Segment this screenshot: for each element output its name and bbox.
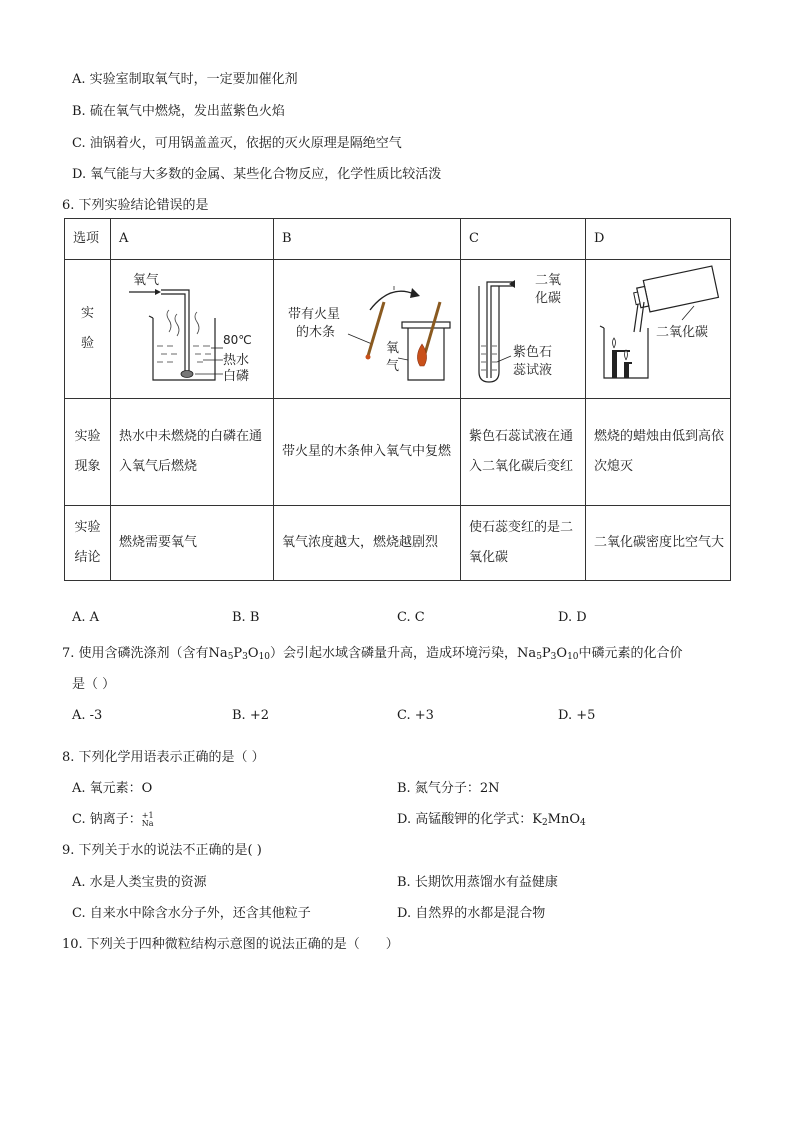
- q8-stem: 8. 下列化学用语表示正确的是（ ）: [62, 750, 265, 765]
- svg-text:气: 气: [386, 359, 400, 374]
- q6-option-c: C. C: [397, 610, 425, 625]
- svg-text:带有火星: 带有火星: [288, 307, 341, 322]
- diagram-b-cell: [274, 260, 461, 399]
- diagram-d-candles: [586, 260, 731, 386]
- svg-text:化碳: 化碳: [535, 291, 562, 306]
- svg-text:氧气: 氧气: [133, 273, 160, 288]
- q9-option-c: C. 自来水中除含水分子外，还含其他粒子: [72, 906, 311, 921]
- q6-option-a: A. A: [72, 610, 100, 625]
- q7-option-c: C. +3: [397, 708, 434, 723]
- q7-formula-2: $Na_5P_3O_{10}$: [517, 646, 579, 662]
- q8-option-c: C. 钠离子：+1 Na: [72, 810, 154, 828]
- q6-table: [64, 218, 731, 581]
- q7-option-a: A. -3: [72, 708, 103, 723]
- q9-stem: 9. 下列关于水的说法不正确的是( ): [62, 843, 262, 858]
- phenomenon-c: 紫色石蕊试液在通入二氧化碳后变红: [461, 399, 586, 506]
- q7-option-b: B. +2: [232, 708, 269, 723]
- svg-text:热水: 热水: [223, 353, 250, 368]
- q6-option-d: D. D: [558, 610, 587, 625]
- q9-option-d: D. 自然界的水都是混合物: [397, 906, 546, 921]
- q6-table-experiment-row: [65, 260, 731, 399]
- q6-header-c: C: [461, 219, 586, 260]
- svg-text:二氧: 二氧: [535, 273, 562, 288]
- svg-text:氧: 氧: [386, 341, 400, 356]
- diagram-c-litmus-test: [461, 260, 586, 386]
- conclusion-a: 燃烧需要氧气: [111, 506, 274, 581]
- diagram-b-glowing-splint: [274, 260, 461, 386]
- q5-option-c: C. 油锅着火，可用锅盖盖灭，依据的灭火原理是隔绝空气: [72, 136, 402, 151]
- q7-option-d: D. +5: [558, 708, 596, 723]
- q6-header-a: A: [111, 219, 274, 260]
- q6-table-header-row: [65, 219, 731, 260]
- svg-text:白磷: 白磷: [223, 369, 250, 384]
- q6-header-d: D: [586, 219, 731, 260]
- q7-stem-line2: 是（ ）: [72, 677, 116, 692]
- conclusion-b: 氧气浓度越大，燃烧越剧烈: [274, 506, 461, 581]
- svg-text:蕊试液: 蕊试液: [513, 363, 553, 378]
- q6-row-label-conclusion: 实验 结论: [65, 506, 111, 581]
- phenomenon-b: 带火星的木条伸入氧气中复燃: [274, 399, 461, 506]
- q6-stem: 6. 下列实验结论错误的是: [62, 198, 209, 213]
- phenomenon-d: 燃烧的蜡烛由低到高依次熄灭: [586, 399, 731, 506]
- q6-header-option: 选项: [65, 219, 111, 260]
- diagram-d-cell: [586, 260, 731, 399]
- q6-header-b: B: [274, 219, 461, 260]
- q6-row-label-phenomenon: 实验 现象: [65, 399, 111, 506]
- q6-row-label-experiment: 实 验: [65, 260, 111, 399]
- phenomenon-a: 热水中未燃烧的白磷在通入氧气后燃烧: [111, 399, 274, 506]
- q5-option-b: B. 硫在氧气中燃烧，发出蓝紫色火焰: [72, 104, 285, 119]
- q5-option-d: D. 氧气能与大多数的金属、某些化合物反应，化学性质比较活泼: [72, 167, 442, 182]
- q9-option-b: B. 长期饮用蒸馏水有益健康: [397, 875, 558, 890]
- q7-stem-line1: 7. 使用含磷洗涤剂（含有$Na_5P_3O_{10}$）会引起水域含磷量升高，造成环境污染，$Na_5P_3O_{10}$中磷元素的化合价: [62, 646, 683, 662]
- svg-text:紫色石: 紫色石: [513, 345, 553, 360]
- q6-table-phenomenon-row: [65, 399, 731, 506]
- sodium-ion-notation: +1 Na: [141, 810, 154, 828]
- diagram-a-cell: [111, 260, 274, 399]
- q6-table-conclusion-row: [65, 506, 731, 581]
- svg-text:二氧化碳: 二氧化碳: [656, 325, 709, 340]
- q6-option-b: B. B: [232, 610, 260, 625]
- conclusion-d: 二氧化碳密度比空气大: [586, 506, 731, 581]
- q8-option-a: A. 氧元素：O: [72, 781, 153, 796]
- diagram-a-white-phosphorus: [111, 260, 274, 386]
- diagram-c-cell: [461, 260, 586, 399]
- q7-formula-1: $Na_5P_3O_{10}$: [208, 646, 271, 662]
- q8-option-b: B. 氮气分子：2N: [397, 781, 500, 796]
- svg-text:80℃: 80℃: [223, 333, 252, 347]
- q9-option-a: A. 水是人类宝贵的资源: [72, 875, 207, 890]
- q10-stem: 10. 下列关于四种微粒结构示意图的说法正确的是（ ）: [62, 937, 399, 952]
- svg-text:的木条: 的木条: [296, 325, 336, 340]
- q5-option-a: A. 实验室制取氧气时，一定要加催化剂: [72, 72, 298, 87]
- conclusion-c: 使石蕊变红的是二氧化碳: [461, 506, 586, 581]
- q8-option-d: D. 高锰酸钾的化学式：$K_2MnO_4$: [397, 812, 586, 828]
